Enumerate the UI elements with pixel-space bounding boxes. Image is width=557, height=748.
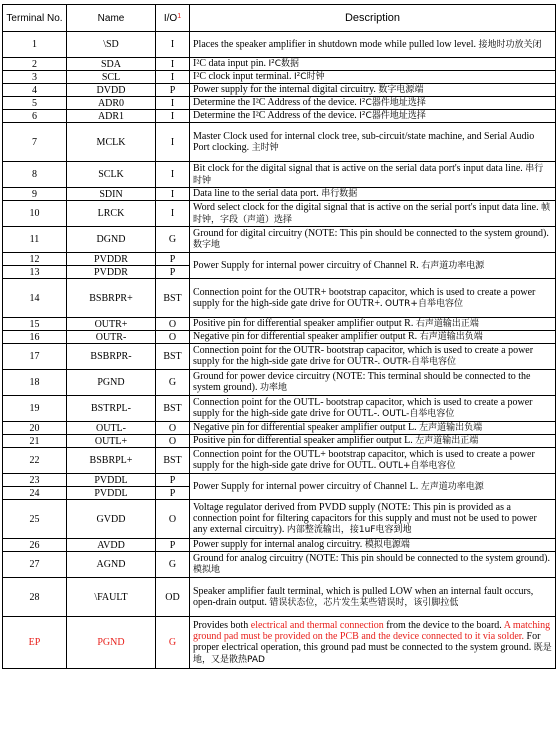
io-type-cell: P: [156, 474, 190, 487]
description-cell: [190, 344, 556, 370]
description-cell: [190, 32, 556, 58]
io-type-cell: I: [156, 123, 190, 162]
table-header-row: [3, 5, 556, 32]
pin-name-cell: PVDDR: [67, 253, 156, 266]
io-type-cell: P: [156, 84, 190, 97]
io-type-cell: BST: [156, 279, 190, 318]
description-text: Negative pin for differential speaker amplifier output R.: [193, 331, 418, 342]
pin-name-cell: BSBRPR-: [67, 344, 156, 370]
description-text: Master Clock used for internal clock tree, sub-circuit/state machine, and Serial Audio Port clocking.: [193, 130, 535, 153]
io-type-cell: BST: [156, 344, 190, 370]
terminal-no-cell: 4: [3, 84, 67, 97]
table-row: [3, 474, 556, 487]
description-chinese: 左声道输出负端: [419, 423, 483, 433]
terminal-no-cell: 19: [3, 396, 67, 422]
io-type-cell: I: [156, 188, 190, 201]
terminal-no-cell: 18: [3, 370, 67, 396]
ep-desc-part-2: from the device to the board.: [386, 619, 502, 631]
description-cell: [190, 448, 556, 474]
io-type-cell: O: [156, 422, 190, 435]
description-cell: [190, 552, 556, 578]
io-type-cell: G: [156, 552, 190, 578]
description-chinese: OUTL+自举电容位: [378, 461, 456, 471]
terminal-no-cell: 20: [3, 422, 67, 435]
io-type-cell: I: [156, 97, 190, 110]
pin-name-cell: DVDD: [67, 84, 156, 97]
pin-name-cell: SCLK: [67, 162, 156, 188]
terminal-no-cell: 23: [3, 474, 67, 487]
description-cell: [190, 110, 556, 123]
terminal-no-cell: 16: [3, 331, 67, 344]
io-type-cell: P: [156, 266, 190, 279]
ep-desc-highlight-2: A matching ground pad must be provided on the PCB and the device connected to it via solder.: [193, 619, 551, 642]
description-cell: [190, 253, 556, 279]
description-text: Data line to the serial data port.: [193, 188, 319, 199]
ep-desc-part-3: For proper electrical operation, this ground pad must be connected to the system ground.: [193, 630, 541, 653]
pin-name-cell: PGND: [67, 370, 156, 396]
description-text: Word select clock for the digital signal that is active on the serial port's input data line.: [193, 201, 539, 213]
description-text: Positive pin for differential speaker amplifier output R.: [193, 318, 414, 329]
table-row: [3, 318, 556, 331]
description-text: Connection point for the OUTL- bootstrap capacitor, which is used to create a power supply for the high-side gate drive for OUTL-.: [193, 397, 533, 419]
description-chinese: 数字电源端: [378, 85, 424, 95]
io-type-cell: I: [156, 162, 190, 188]
description-text: Voltage regulator derived from PVDD supply (NOTE: This pin is provided as a connection point for filtering capacitors for this supply and must not be used to power any external circuitry).: [193, 502, 537, 535]
description-chinese: 模拟电源端: [364, 540, 410, 550]
description-text: Power Supply for internal power circuitry of Channel L.: [193, 480, 419, 492]
description-text: I²C clock input terminal.: [193, 71, 292, 82]
terminal-no-cell: 2: [3, 58, 67, 71]
terminal-no-cell: 8: [3, 162, 67, 188]
pin-name-cell: SDA: [67, 58, 156, 71]
pin-name-cell: PVDDL: [67, 487, 156, 500]
terminal-no-cell: 15: [3, 318, 67, 331]
terminal-no-cell: 28: [3, 578, 67, 617]
description-chinese: 左声道功率电源: [420, 481, 484, 492]
io-type-cell: I: [156, 71, 190, 84]
pin-name-cell: PGND: [67, 617, 156, 669]
terminal-no-cell: 21: [3, 435, 67, 448]
pin-name-cell: GVDD: [67, 500, 156, 539]
table-row: [3, 84, 556, 97]
terminal-no-cell: 6: [3, 110, 67, 123]
description-cell: [190, 435, 556, 448]
description-chinese: 主时钟: [251, 142, 279, 153]
terminal-no-cell: 25: [3, 500, 67, 539]
description-text: Power supply for the internal digital circuitry.: [193, 84, 376, 95]
ep-desc-chinese: 既是地，又是散热PAD: [193, 642, 552, 665]
description-chinese: 左声道输出正端: [415, 436, 479, 446]
header-terminal-no: Terminal No.: [3, 5, 67, 32]
table-row: [3, 578, 556, 617]
terminal-no-cell: 11: [3, 227, 67, 253]
description-cell: [190, 617, 556, 669]
terminal-no-cell: 9: [3, 188, 67, 201]
description-text: Positive pin for differential speaker amplifier output L.: [193, 435, 413, 446]
io-type-cell: I: [156, 110, 190, 123]
description-chinese: 右声道输出负端: [419, 332, 483, 342]
table-row: [3, 539, 556, 552]
pin-name-cell: SDIN: [67, 188, 156, 201]
description-cell: [190, 331, 556, 344]
description-text: Determine the I²C Address of the device.: [193, 97, 357, 108]
table-row: [3, 279, 556, 318]
table-row: [3, 123, 556, 162]
pin-name-cell: OUTR-: [67, 331, 156, 344]
description-text: Ground for power device circuitry (NOTE: This terminal should be connected to the system ground).: [193, 371, 531, 393]
io-type-cell: P: [156, 253, 190, 266]
terminal-no-cell: 14: [3, 279, 67, 318]
io-type-cell: O: [156, 435, 190, 448]
table-row: [3, 448, 556, 474]
io-type-cell: BST: [156, 448, 190, 474]
description-chinese: OUTL-自举电容位: [382, 409, 455, 419]
pin-name-cell: PVDDR: [67, 266, 156, 279]
pin-name-cell: PVDDL: [67, 474, 156, 487]
description-chinese: 帧时钟，字段（声道）选择: [193, 202, 551, 225]
io-type-cell: P: [156, 487, 190, 500]
io-type-cell: OD: [156, 578, 190, 617]
description-chinese: OUTR+自举电容位: [385, 298, 463, 309]
table-row: [3, 71, 556, 84]
table-row: [3, 435, 556, 448]
description-cell: [190, 578, 556, 617]
header-description: Description: [190, 5, 556, 32]
terminal-no-cell: 5: [3, 97, 67, 110]
io-type-cell: G: [156, 370, 190, 396]
terminal-no-cell: 24: [3, 487, 67, 500]
description-chinese: 右声道功率电源: [421, 260, 485, 271]
description-cell: [190, 162, 556, 188]
io-type-cell: O: [156, 318, 190, 331]
table-row: [3, 396, 556, 422]
io-type-cell: I: [156, 32, 190, 58]
table-row: [3, 552, 556, 578]
io-type-cell: BST: [156, 396, 190, 422]
description-cell: [190, 227, 556, 253]
table-row-ep: [3, 617, 556, 669]
ep-desc-part-1: Provides both: [193, 619, 249, 631]
pin-name-cell: OUTL-: [67, 422, 156, 435]
description-chinese: 功率地: [259, 383, 287, 393]
description-text: Power supply for internal analog circuitry.: [193, 539, 363, 550]
table-row: [3, 253, 556, 266]
pin-description-table: [2, 4, 556, 669]
header-io-footnote: 1: [177, 12, 182, 20]
description-cell: [190, 539, 556, 552]
description-chinese: I²C器件地址选择: [359, 111, 426, 121]
io-type-cell: O: [156, 500, 190, 539]
ep-desc-highlight-1: electrical and thermal connection: [250, 619, 384, 631]
description-chinese: 错误状态位，芯片发生某些错误时，该引脚拉低: [269, 597, 459, 608]
description-text: Connection point for the OUTR- bootstrap capacitor, which is used to create a power supply for the high-side gate drive for OUTR-.: [193, 345, 534, 367]
terminal-no-cell: 27: [3, 552, 67, 578]
pin-name-cell: \SD: [67, 32, 156, 58]
table-row: [3, 500, 556, 539]
description-cell: [190, 188, 556, 201]
description-text: Ground for analog circuitry (NOTE: This pin should be connected to the system ground).: [193, 553, 550, 564]
description-text: Power Supply for internal power circuitry of Channel R.: [193, 259, 419, 271]
io-type-cell: I: [156, 201, 190, 227]
description-chinese: I²C数据: [268, 59, 300, 69]
table-row: [3, 32, 556, 58]
pin-name-cell: ADR0: [67, 97, 156, 110]
description-chinese: 内部整流输出，接1uF电容到地: [286, 525, 412, 535]
description-cell: [190, 500, 556, 539]
description-chinese: 串行时钟: [193, 163, 544, 186]
description-text: Bit clock for the digital signal that is active on the serial data port's input data line.: [193, 162, 523, 174]
description-chinese: 模拟地: [193, 565, 221, 575]
terminal-no-cell: 3: [3, 71, 67, 84]
terminal-no-cell: 12: [3, 253, 67, 266]
description-text: Connection point for the OUTL+ bootstrap capacitor, which is used to create a power supply for the high-side gate drive for OUTL.: [193, 449, 535, 471]
table-row: [3, 344, 556, 370]
description-text: Speaker amplifier fault terminal, which is pulled LOW when an internal fault occurs, open-drain output.: [193, 585, 534, 608]
pin-name-cell: LRCK: [67, 201, 156, 227]
io-type-cell: G: [156, 227, 190, 253]
description-text: I²C data input pin.: [193, 58, 266, 69]
terminal-no-cell: 10: [3, 201, 67, 227]
pin-name-cell: OUTR+: [67, 318, 156, 331]
table-row: [3, 110, 556, 123]
table-row: [3, 227, 556, 253]
header-name: Name: [67, 5, 156, 32]
description-text: Determine the I²C Address of the device.: [193, 110, 357, 121]
table-row: [3, 188, 556, 201]
description-chinese: I²C器件地址选择: [359, 98, 426, 108]
description-cell: [190, 201, 556, 227]
pin-name-cell: ADR1: [67, 110, 156, 123]
description-text: Connection point for the OUTR+ bootstrap capacitor, which is used to create a power supply for the high-side gate drive for OUTR+.: [193, 286, 536, 309]
description-cell: [190, 318, 556, 331]
terminal-no-cell: EP: [3, 617, 67, 669]
io-type-cell: G: [156, 617, 190, 669]
description-chinese: I²C时钟: [294, 72, 325, 82]
description-cell: [190, 279, 556, 318]
pin-name-cell: AVDD: [67, 539, 156, 552]
terminal-no-cell: 1: [3, 32, 67, 58]
description-cell: [190, 474, 556, 500]
description-cell: [190, 58, 556, 71]
pin-name-cell: OUTL+: [67, 435, 156, 448]
description-chinese: 右声道输出正端: [415, 319, 479, 329]
description-cell: [190, 422, 556, 435]
description-cell: [190, 71, 556, 84]
description-chinese: OUTR-自举电容位: [382, 357, 456, 367]
io-type-cell: O: [156, 331, 190, 344]
table-row: [3, 422, 556, 435]
table-row: [3, 370, 556, 396]
pin-name-cell: BSBRPR+: [67, 279, 156, 318]
table-row: [3, 162, 556, 188]
pin-name-cell: BSTRPL-: [67, 396, 156, 422]
terminal-no-cell: 26: [3, 539, 67, 552]
header-io-label: I/O: [163, 12, 178, 24]
description-chinese: 串行数据: [321, 189, 358, 199]
description-cell: [190, 84, 556, 97]
description-cell: [190, 123, 556, 162]
description-cell: [190, 370, 556, 396]
pin-name-cell: AGND: [67, 552, 156, 578]
table-row: [3, 201, 556, 227]
pin-name-cell: MCLK: [67, 123, 156, 162]
description-cell: [190, 396, 556, 422]
terminal-no-cell: 22: [3, 448, 67, 474]
description-text: Ground for digital circuitry (NOTE: This pin should be connected to the system ground).: [193, 228, 549, 239]
description-text: Places the speaker amplifier in shutdown mode while pulled low level.: [193, 38, 476, 50]
pin-name-cell: DGND: [67, 227, 156, 253]
header-io: [156, 5, 190, 32]
description-chinese: 数字地: [193, 240, 221, 250]
io-type-cell: P: [156, 539, 190, 552]
table-row: [3, 97, 556, 110]
terminal-no-cell: 7: [3, 123, 67, 162]
pin-name-cell: SCL: [67, 71, 156, 84]
terminal-no-cell: 13: [3, 266, 67, 279]
io-type-cell: I: [156, 58, 190, 71]
description-chinese: 接地时功放关闭: [478, 39, 542, 50]
table-row: [3, 58, 556, 71]
pin-name-cell: BSBRPL+: [67, 448, 156, 474]
table-row: [3, 331, 556, 344]
description-text: Negative pin for differential speaker amplifier output L.: [193, 422, 417, 433]
pin-name-cell: \FAULT: [67, 578, 156, 617]
description-cell: [190, 97, 556, 110]
terminal-no-cell: 17: [3, 344, 67, 370]
